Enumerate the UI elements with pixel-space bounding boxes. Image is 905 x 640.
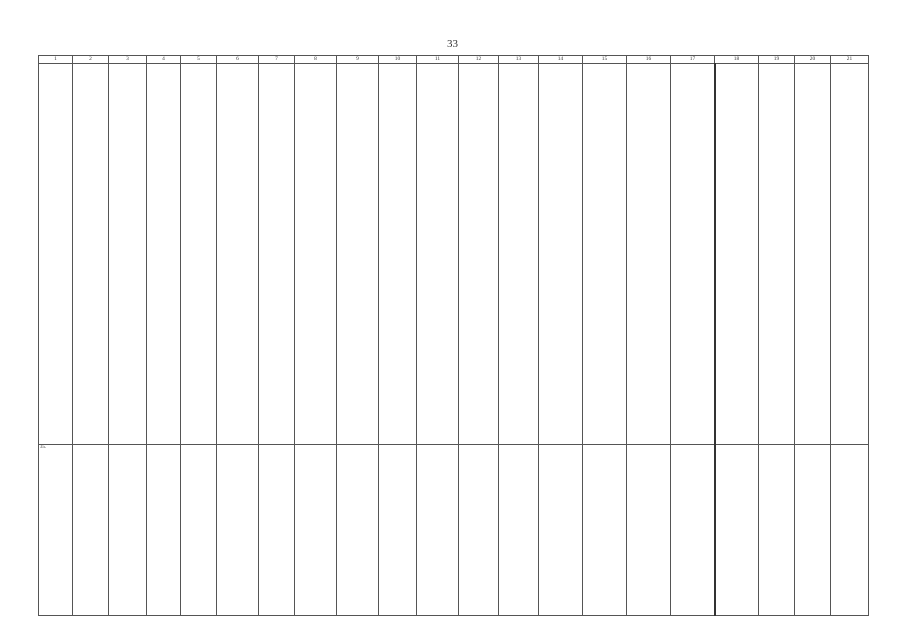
table-cell	[337, 445, 379, 616]
table-cell: 35.	[39, 445, 73, 616]
column-number: 3	[109, 56, 147, 64]
table-cell	[795, 445, 831, 616]
table-cell	[181, 445, 217, 616]
column-number: 9	[337, 56, 379, 64]
table-cell	[181, 64, 217, 445]
table-cell	[295, 445, 337, 616]
table-cell	[831, 64, 869, 445]
column-number: 15	[583, 56, 627, 64]
table-cell	[715, 445, 759, 616]
table-row	[39, 445, 869, 616]
column-number: 18	[715, 56, 759, 64]
table-cell	[337, 64, 379, 445]
table-cell	[459, 445, 499, 616]
table-cell	[109, 64, 147, 445]
table-cell	[759, 64, 795, 445]
column-number: 12	[459, 56, 499, 64]
column-number: 8	[295, 56, 337, 64]
table-cell	[499, 445, 539, 616]
table-cell	[583, 445, 627, 616]
table-cell	[539, 64, 583, 445]
column-number: 21	[831, 56, 869, 64]
table-cell	[417, 445, 459, 616]
table-cell	[759, 445, 795, 616]
column-number: 1	[39, 56, 73, 64]
table-cell	[147, 64, 181, 445]
table-cell	[379, 64, 417, 445]
table-cell	[379, 445, 417, 616]
table-cell	[627, 64, 671, 445]
column-number: 5	[181, 56, 217, 64]
table-cell	[583, 64, 627, 445]
column-number: 7	[259, 56, 295, 64]
table-cell	[295, 64, 337, 445]
table-cell	[499, 64, 539, 445]
table-cell	[671, 64, 715, 445]
table-cell	[259, 445, 295, 616]
table-cell	[671, 445, 715, 616]
table-cell	[459, 64, 499, 445]
table-cell	[831, 445, 869, 616]
table-cell	[715, 64, 759, 445]
page-number: 33	[447, 38, 458, 50]
column-number: 11	[417, 56, 459, 64]
column-number: 17	[671, 56, 715, 64]
table-cell	[259, 64, 295, 445]
table-cell	[39, 64, 73, 445]
table-row	[39, 64, 869, 445]
column-number: 19	[759, 56, 795, 64]
table-cell	[147, 445, 181, 616]
table-cell	[217, 64, 259, 445]
table-cell	[73, 445, 109, 616]
table-cell	[627, 445, 671, 616]
column-number: 14	[539, 56, 583, 64]
column-number: 13	[499, 56, 539, 64]
column-number: 16	[627, 56, 671, 64]
table-cell	[73, 64, 109, 445]
column-number: 4	[147, 56, 181, 64]
column-number: 6	[217, 56, 259, 64]
table-cell	[795, 64, 831, 445]
column-number: 10	[379, 56, 417, 64]
table-cell	[539, 445, 583, 616]
registry-table	[38, 55, 869, 616]
column-number-row	[39, 56, 869, 64]
column-number: 20	[795, 56, 831, 64]
table-cell	[217, 445, 259, 616]
column-number: 2	[73, 56, 109, 64]
table-cell	[417, 64, 459, 445]
table-cell	[109, 445, 147, 616]
